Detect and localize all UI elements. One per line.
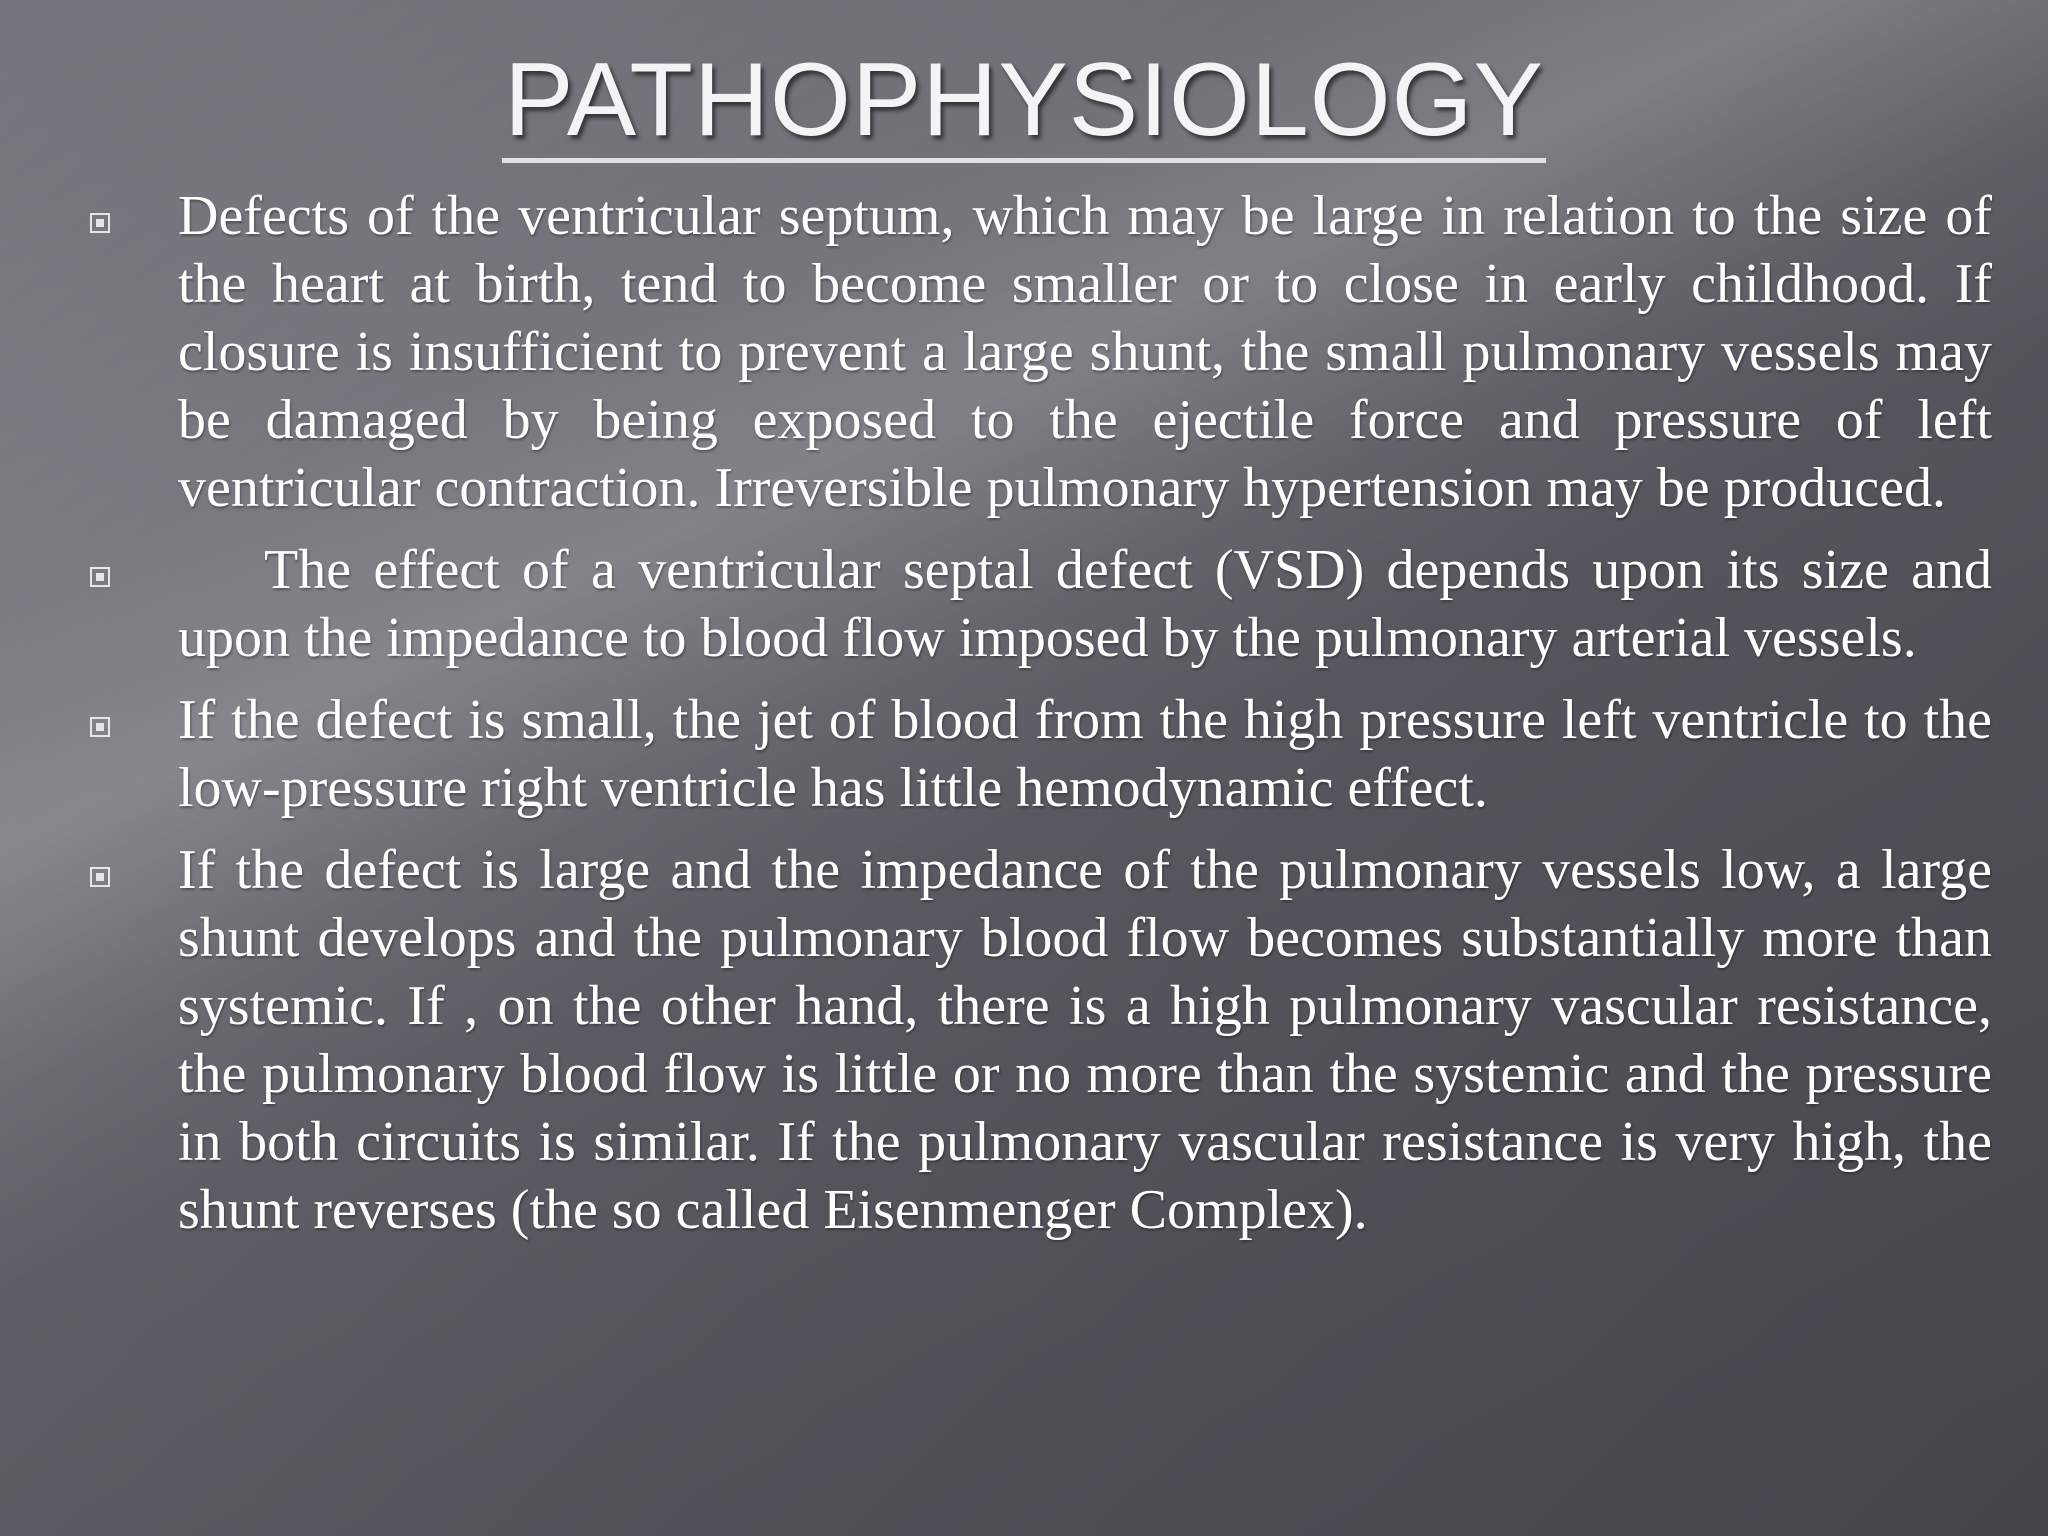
- bullet-item: [0, 182, 2048, 522]
- bullet-text: If the defect is small, the jet of blood from the high pressure left ventricle to the low-pressure right ventricle has little hemodynamic effect.: [178, 689, 1992, 819]
- bullet-text: Defects of the ventricular septum, which may be large in relation to the size of the heart at birth, tend to become smaller or to close in early childhood. If closure is insufficient to prevent a large shunt, the small pulmonary vessels may be damaged by being exposed to the ejectile force and pressure of left ventricular contraction. Irreversible pulmonary hypertension may be produced.: [178, 185, 1992, 519]
- bullet-text: The effect of a ventricular septal defect (VSD) depends upon its size and upon the impedance to blood flow imposed by the pulmonary arterial vessels.: [178, 539, 1992, 669]
- bullet-text: If the defect is large and the impedance of the pulmonary vessels low, a large shunt develops and the pulmonary blood flow becomes substantially more than systemic. If , on the other hand, there is a high pulmonary vascular resistance, the pulmonary blood flow is little or no more than the systemic and the pressure in both circuits is similar. If the pulmonary vascular resistance is very high, the shunt reverses (the so called Eisenmenger Complex).: [178, 839, 1992, 1241]
- square-bullet-icon: [90, 717, 110, 737]
- bullet-item: [0, 536, 2048, 672]
- title-container: [0, 44, 2048, 163]
- bullet-item: [0, 836, 2048, 1244]
- square-bullet-icon: [90, 567, 110, 587]
- bullet-item: [0, 686, 2048, 822]
- slide-title: PATHOPHYSIOLOGY: [502, 44, 1546, 163]
- square-bullet-icon: [90, 867, 110, 887]
- square-bullet-icon: [90, 213, 110, 233]
- bullet-list: [0, 182, 2048, 1258]
